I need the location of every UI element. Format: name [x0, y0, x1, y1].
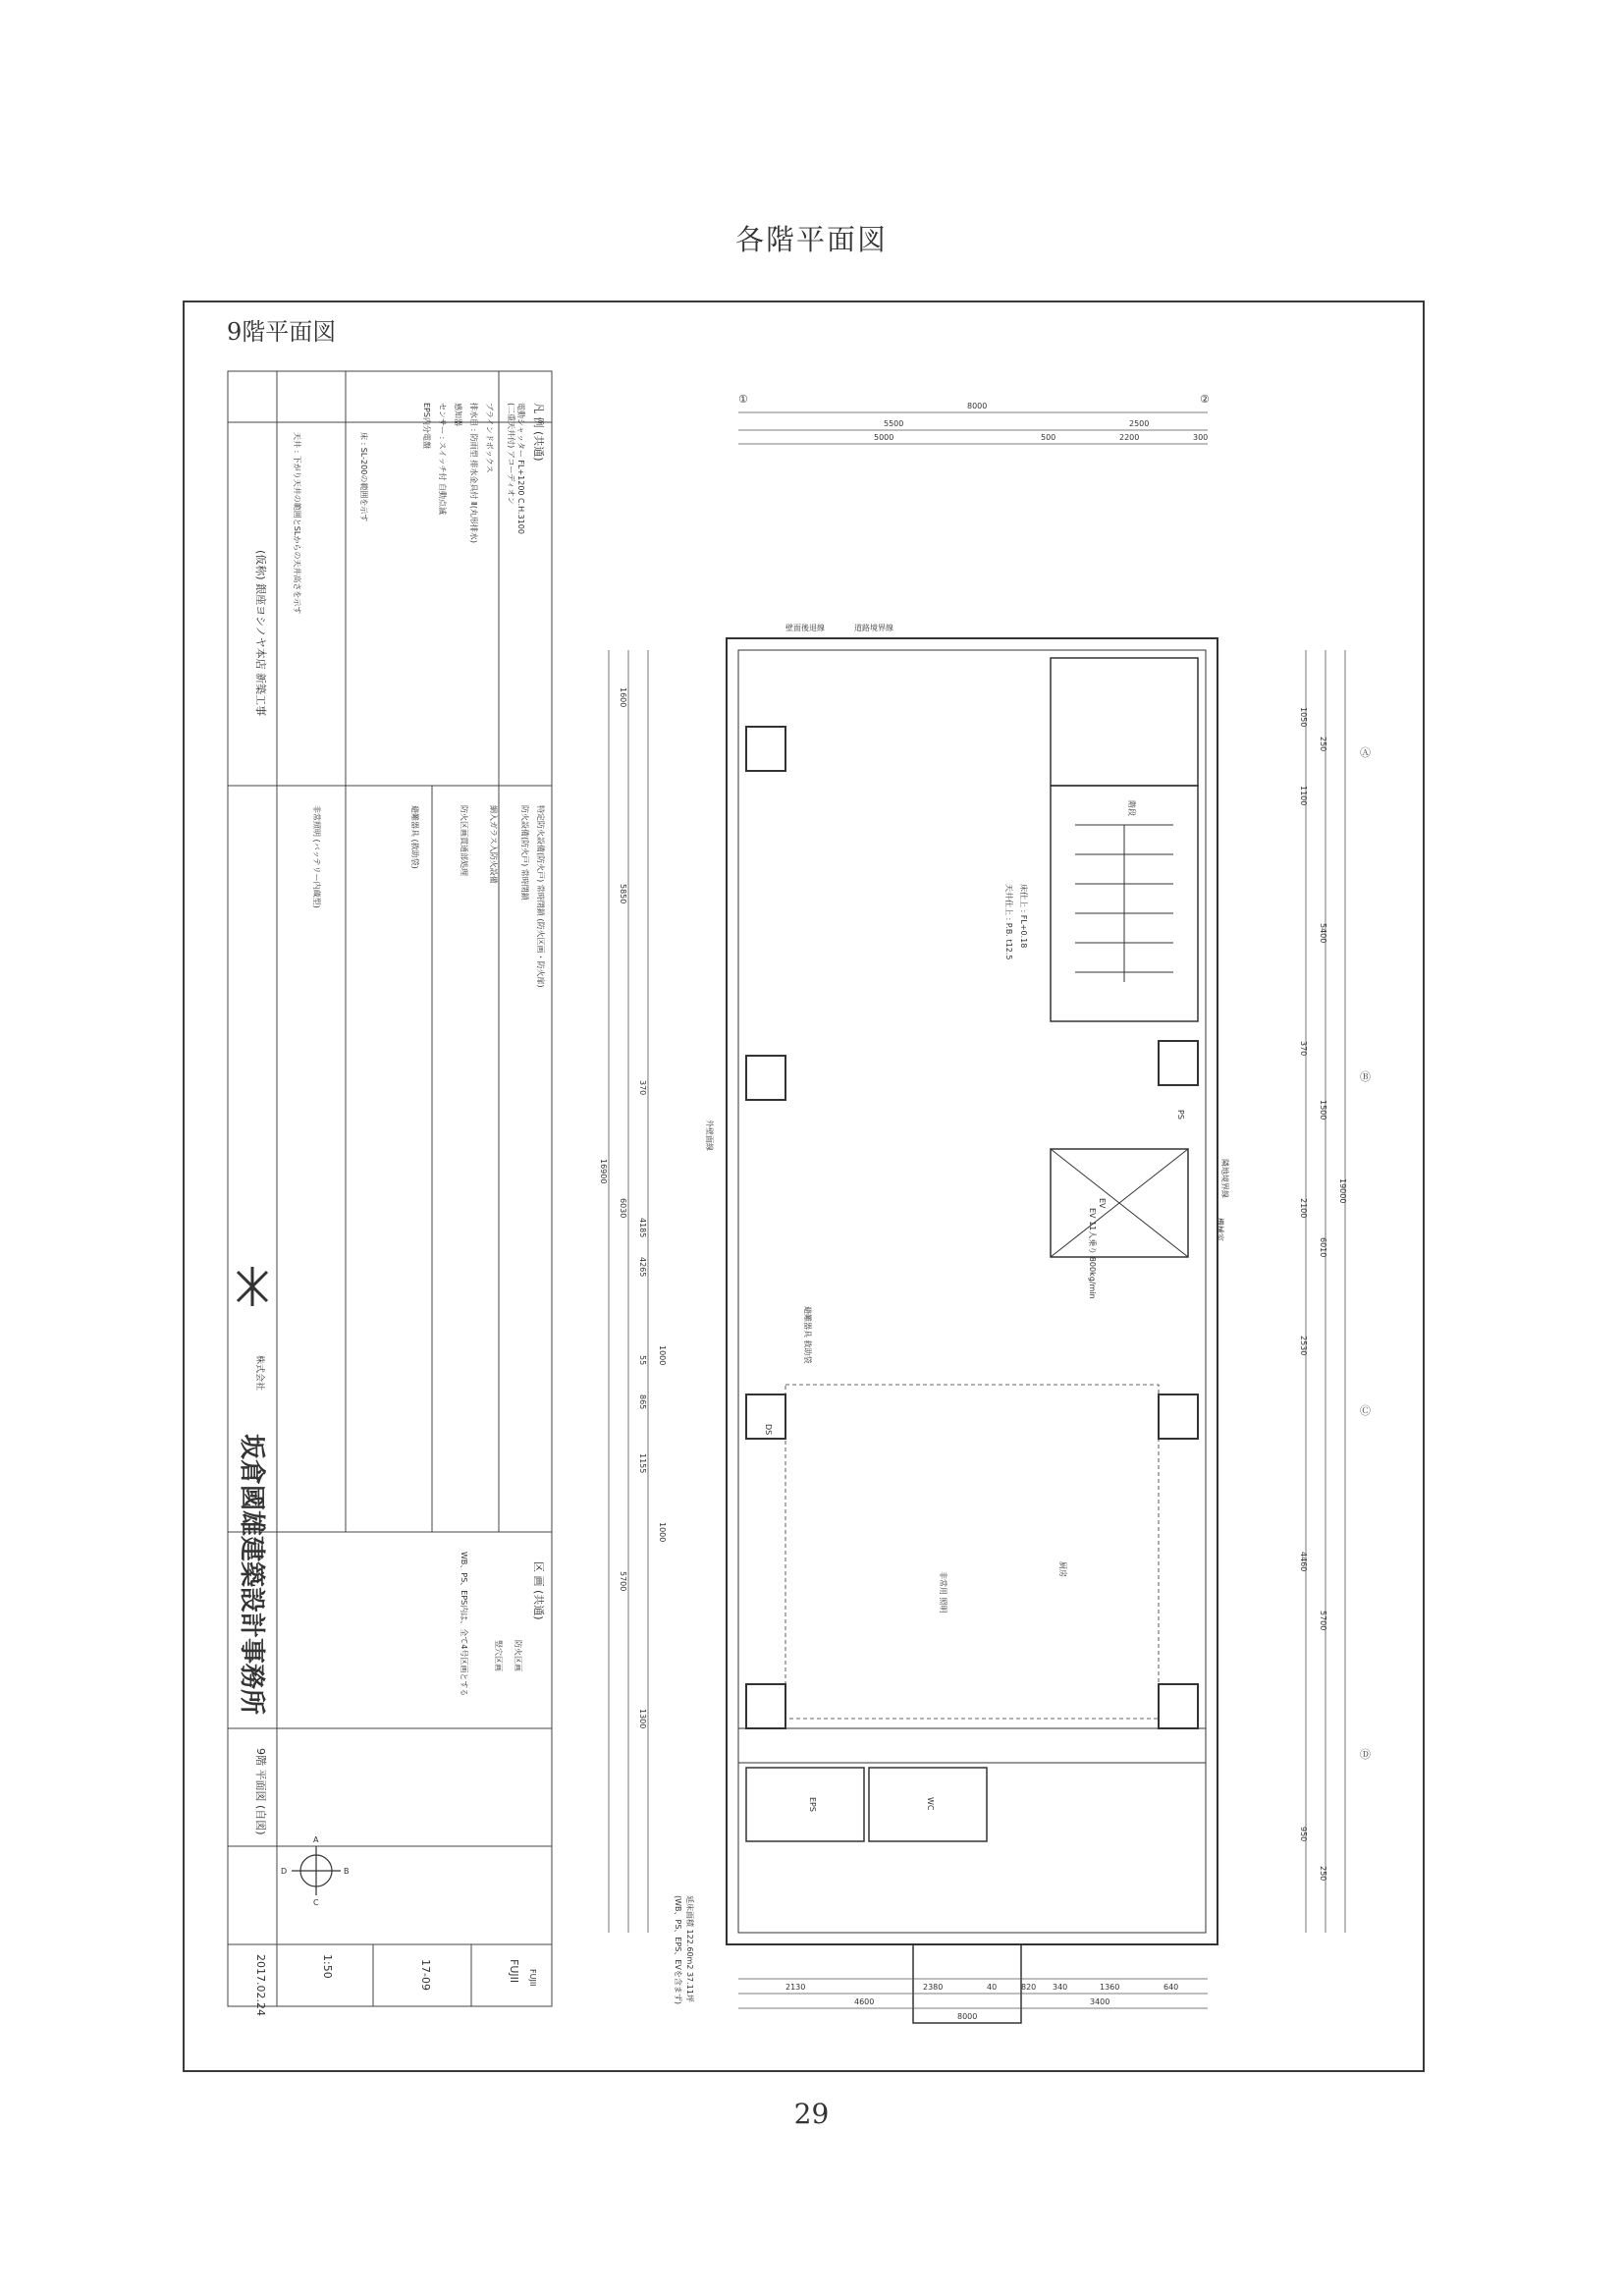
dim-right: 1500 — [1319, 1100, 1327, 1121]
plan-annotation: EV 11人乗り 800kg/min — [1088, 1208, 1097, 1299]
dim-left: 1300 — [638, 1709, 647, 1729]
page-heading: 各階平面図 — [734, 223, 888, 256]
dim-bottom: 2380 — [923, 1983, 944, 1992]
dim-right: 1050 — [1299, 707, 1308, 728]
dim-bottom: 4600 — [854, 1997, 875, 2006]
plan-annotation: 延床面積 122.60m2 37.11坪 — [685, 1895, 694, 2002]
legend-note: 床 : SL-200の範囲を示す — [359, 432, 368, 522]
dim-right: 370 — [1299, 1041, 1308, 1057]
plan-walls — [727, 638, 1217, 2023]
dim-right: 5400 — [1319, 923, 1327, 944]
section-legend-note: WB、PS、EPS内は、全て4号区画とする — [460, 1552, 468, 1697]
plan-annotation: 床仕上 : FL+0.18 — [1019, 884, 1028, 949]
dim-right: 5700 — [1319, 1611, 1327, 1631]
legend-item: センサー : スイッチ付 自動点滅 — [438, 403, 447, 516]
fire-note: 避難器具 (救助袋) — [410, 805, 419, 869]
dim-left: 865 — [638, 1394, 647, 1410]
grid-marks — [738, 393, 1371, 1761]
room-label-stair: 階段 — [1127, 800, 1136, 816]
dim-top: 8000 — [967, 402, 988, 410]
room-label-ev: EV — [1098, 1198, 1107, 1209]
dim-top: 5000 — [874, 433, 894, 442]
dim-left: 1000 — [658, 1522, 667, 1543]
grid-mark: Ⓓ — [1360, 1748, 1371, 1761]
section-legend-header: 区 画 (共通) — [532, 1561, 545, 1620]
dim-right: 2100 — [1299, 1198, 1308, 1219]
legend-item: (二重天井付) アコーディオン — [507, 403, 515, 505]
legend-item: 排水目 : 防雨型 排水金具付 Ⅱ(丸形排水) — [469, 403, 478, 544]
room-label-ps: PS — [1176, 1110, 1185, 1120]
dim-right: 4460 — [1299, 1552, 1308, 1572]
grid-mark: Ⓒ — [1360, 1404, 1371, 1417]
dim-top: 5500 — [884, 419, 904, 428]
legend-item: EPS内分電盤 — [422, 403, 431, 449]
plan-annotation: 非常用 照明 — [939, 1571, 947, 1613]
dim-bottom: 2130 — [785, 1983, 806, 1992]
firm-logo — [238, 1267, 267, 1306]
drawing-ref: FUJII — [528, 1969, 537, 1987]
room-label-ds: DS — [764, 1424, 773, 1436]
dim-left: 5850 — [619, 884, 627, 904]
dim-right: 250 — [1319, 737, 1327, 752]
dim-right: 950 — [1299, 1827, 1308, 1842]
dim-left: 55 — [638, 1355, 647, 1366]
dim-bottom: 640 — [1163, 1983, 1179, 1992]
plan-annotation: 道路境界線 — [854, 624, 893, 632]
page-number: 29 — [793, 2098, 830, 2130]
section-legend-item: 防火区画 — [514, 1640, 522, 1671]
sheet-title: 9階平面図 — [227, 318, 337, 346]
dim-left: 370 — [638, 1080, 647, 1096]
dim-top: 2500 — [1129, 419, 1150, 428]
north-compass — [292, 1846, 341, 1895]
grid-mark: Ⓑ — [1360, 1070, 1371, 1083]
firm-type: 株式会社 — [254, 1355, 264, 1392]
plan-annotation: (WB、PS、EPS、EVを含まず) — [674, 1895, 682, 2005]
dim-bottom: 1360 — [1100, 1983, 1120, 1992]
dim-bottom: 820 — [1021, 1983, 1037, 1992]
title-block — [228, 371, 552, 2006]
dim-left: 1155 — [638, 1453, 647, 1474]
compass-label-b: B — [344, 1867, 350, 1876]
dim-left: 1000 — [658, 1345, 667, 1366]
compass-label-c: C — [313, 1898, 319, 1907]
plan-annotation: 隣地境界線 — [1220, 1159, 1229, 1198]
dim-bottom: 340 — [1053, 1983, 1068, 1992]
legend-item: 電動シャッター FL+1200 C.H.3100 — [516, 403, 525, 534]
firm-name: 坂倉國雄建築設計事務所 — [237, 1434, 266, 1716]
plan-annotation: 壁面後退線 — [785, 624, 825, 632]
plan-annotation: 外壁面線 — [705, 1120, 714, 1151]
drawing-author: FUJII — [508, 1959, 520, 1984]
legend-item: ブラインドボックス — [485, 403, 494, 473]
room-label-eps: EPS — [808, 1797, 817, 1812]
plan-annotation: 避難器具 救助袋 — [803, 1306, 812, 1364]
room-label-kitchen: 厨房 — [1058, 1561, 1067, 1577]
room-label-machine: 機械室 — [1216, 1218, 1224, 1241]
dim-right: 2530 — [1299, 1336, 1308, 1356]
legend-header: 凡 例 (共通) — [532, 403, 545, 462]
dim-left: 5700 — [619, 1571, 627, 1592]
grid-mark: ① — [738, 393, 748, 406]
compass-label-d: D — [281, 1867, 288, 1876]
legend-item: 感知器 — [454, 403, 462, 426]
dim-bottom: 3400 — [1090, 1997, 1110, 2006]
legend-note: 天井 : 下がり天井の範囲とSLからの天井高さを示す — [293, 432, 301, 615]
drawing-number: 17-09 — [419, 1959, 432, 1991]
dim-right: 6010 — [1319, 1237, 1327, 1258]
fire-note: 防火区画貫通部処理 — [460, 805, 468, 876]
dim-left: 4185 — [638, 1218, 647, 1238]
dim-left: 4265 — [638, 1257, 647, 1278]
section-legend-item: 竪穴区画 — [494, 1640, 503, 1671]
fire-note: 網入ガラス入防火設備 — [489, 805, 498, 884]
drawing-scale: 1:50 — [321, 1954, 334, 1979]
dimension-lines — [609, 412, 1345, 2008]
dim-right: 250 — [1319, 1866, 1327, 1882]
compass-label-a: A — [313, 1835, 319, 1844]
dim-left: 1600 — [619, 687, 627, 708]
dim-top: 500 — [1041, 433, 1056, 442]
dim-bottom: 8000 — [957, 2012, 978, 2021]
plan-annotation: 天井仕上 : P.B. t12.5 — [1004, 884, 1013, 960]
dim-left: 16900 — [599, 1159, 608, 1184]
drawing-name: 9階 平面図 (自図) — [254, 1748, 267, 1835]
dim-top: 2200 — [1119, 433, 1140, 442]
fire-note: 特定防火設備(防火戸) 常時閉鎖 (防火区画・防火扉) — [536, 805, 545, 988]
grid-mark: Ⓐ — [1360, 746, 1371, 759]
dim-top: 300 — [1193, 433, 1209, 442]
dim-right: 1100 — [1299, 786, 1308, 806]
dim-left: 6030 — [619, 1198, 627, 1219]
drawing-date: 2017.02.24 — [254, 1954, 267, 2016]
fire-note: 非常照明 (バッテリー内蔵型) — [312, 805, 321, 908]
dim-right: 19000 — [1338, 1178, 1347, 1204]
dim-bottom: 40 — [987, 1983, 998, 1992]
grid-mark: ② — [1200, 393, 1210, 406]
fire-note: 防火設備(防火戸) 常時閉鎖 — [520, 805, 529, 901]
project-name: (仮称) 銀座ヨシノヤ本店 新築工事 — [254, 550, 267, 717]
room-label-wc: WC — [926, 1797, 935, 1811]
